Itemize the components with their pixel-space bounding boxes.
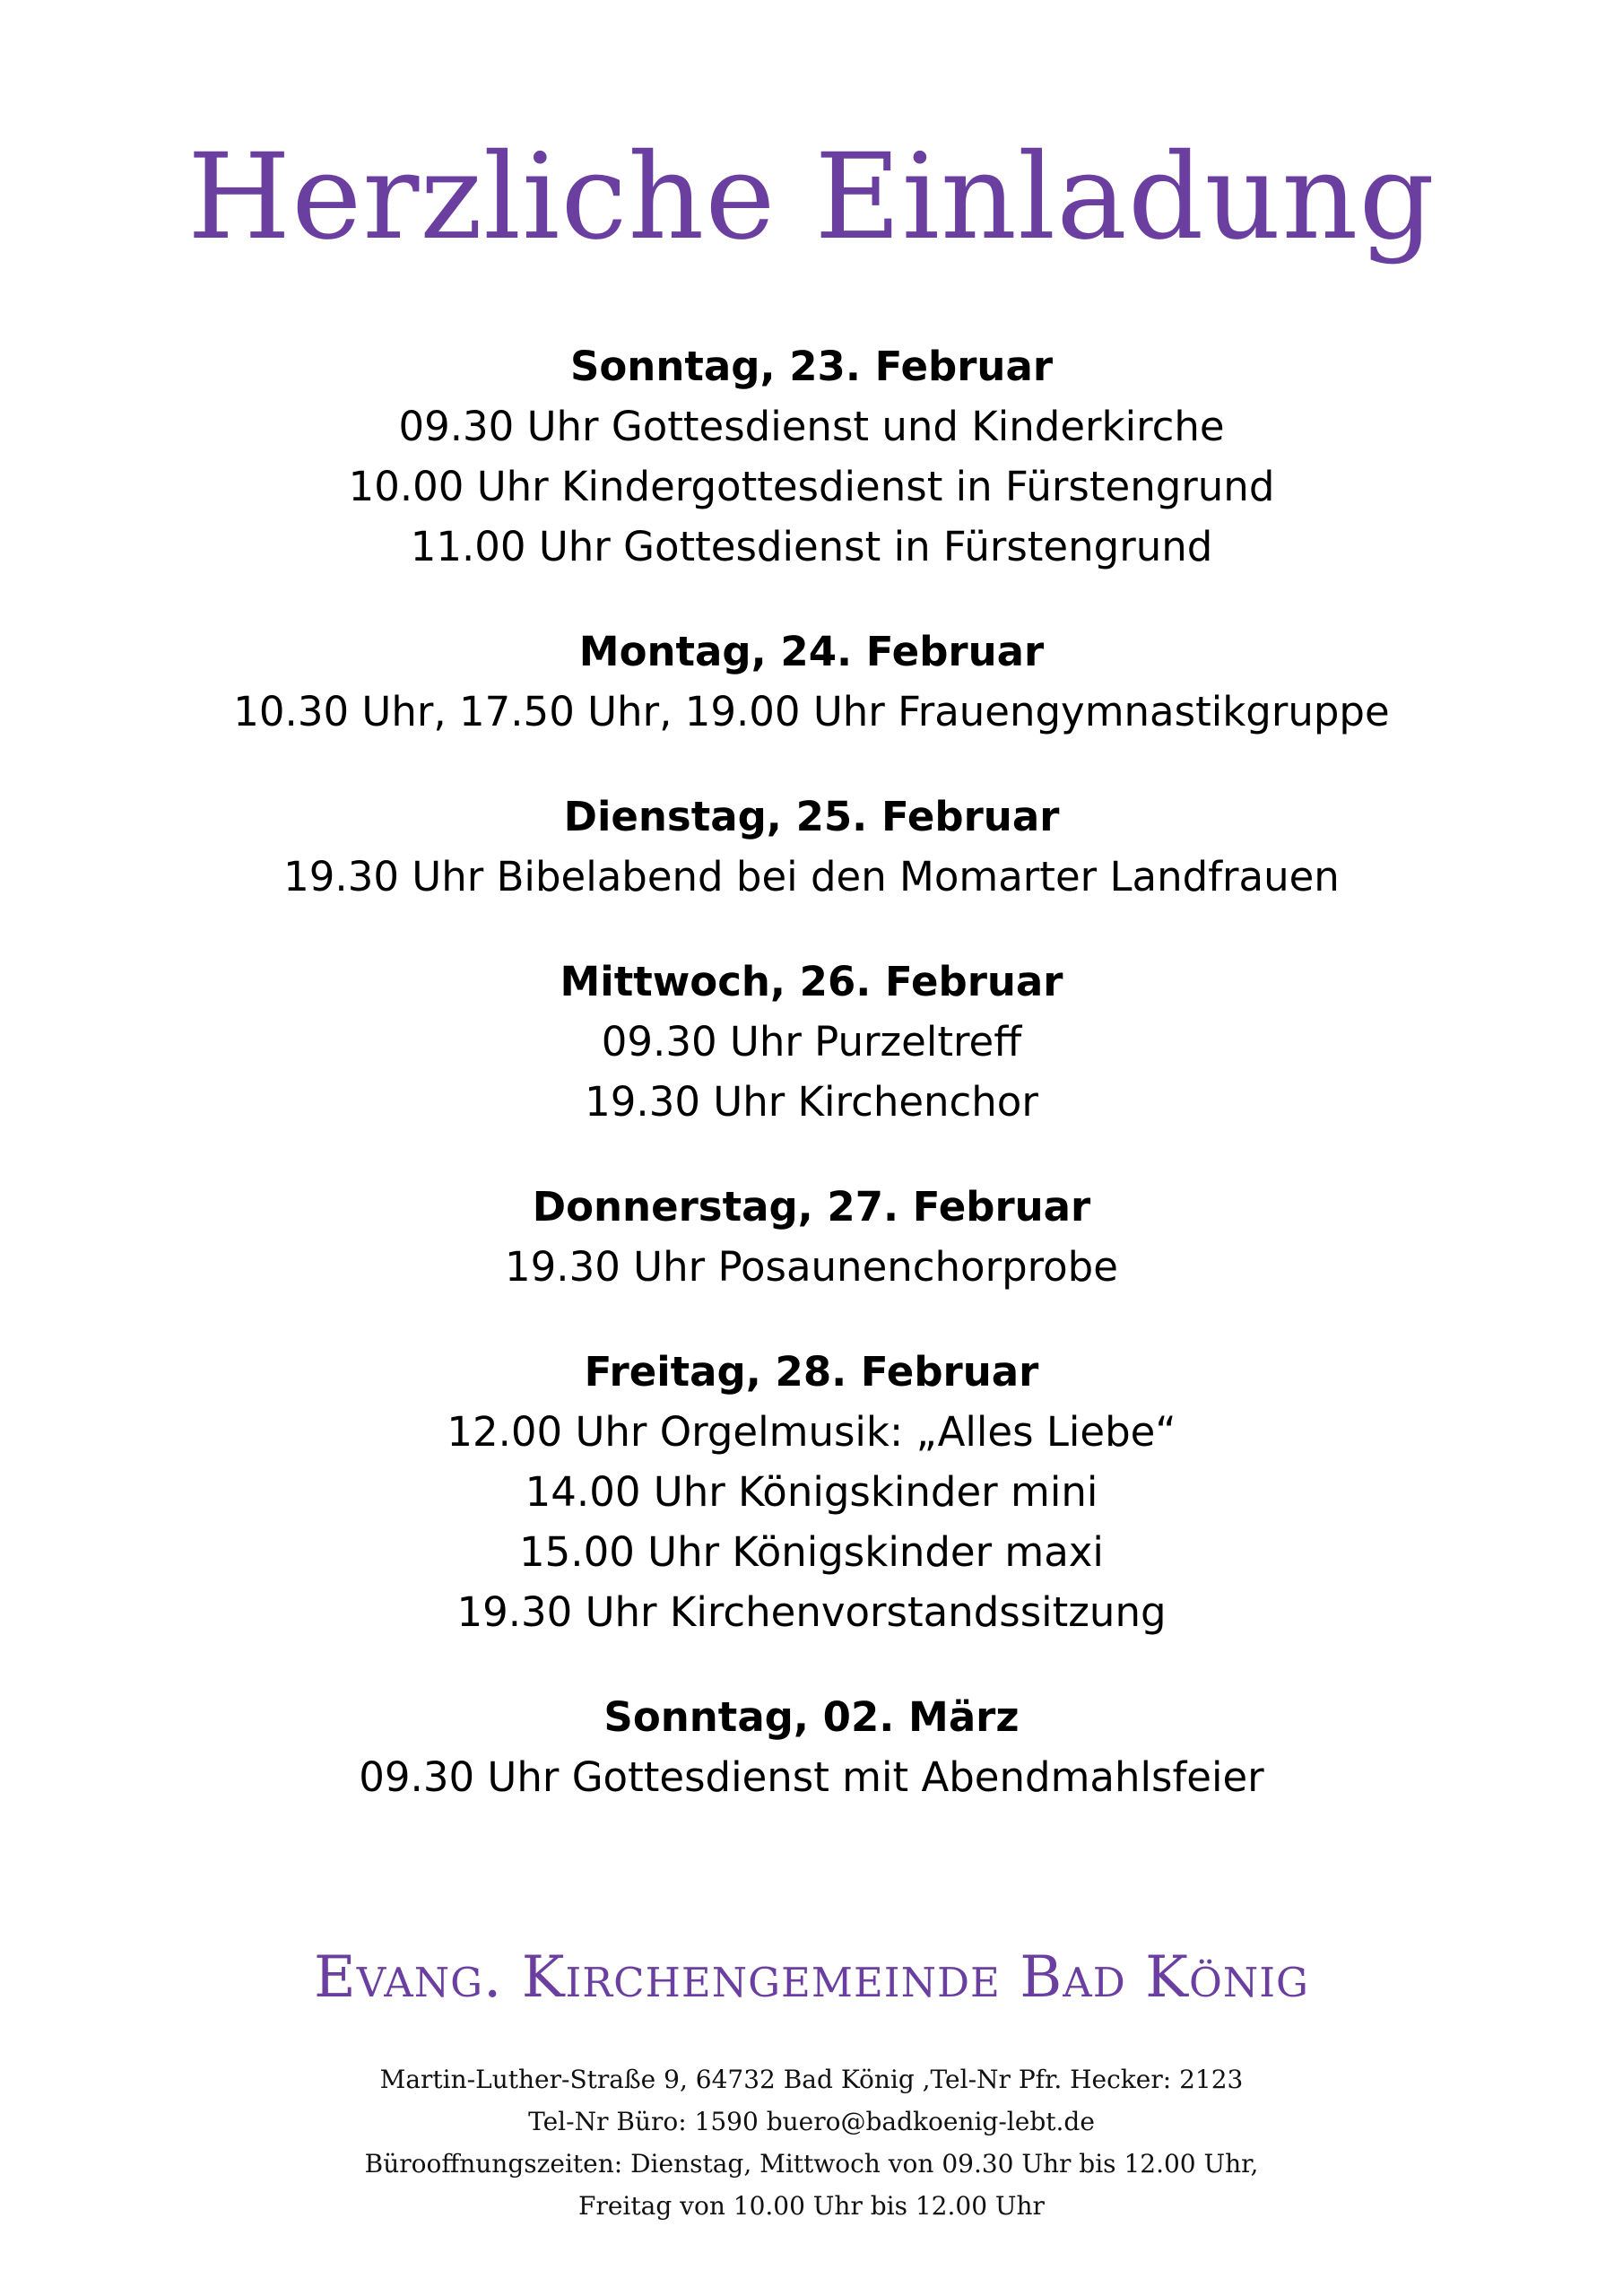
event-item: 11.00 Uhr Gottesdienst in Fürstengrund [410,523,1213,570]
contact-office-hours-friday: Freitag von 10.00 Uhr bis 12.00 Uhr [578,2191,1045,2221]
day-heading: Dienstag, 25. Februar [563,793,1060,840]
page-title: Herzliche Einladung [187,128,1436,266]
day-heading: Sonntag, 23. Februar [569,343,1054,390]
day-heading: Freitag, 28. Februar [584,1348,1039,1396]
event-item: 09.30 Uhr Gottesdienst mit Abendmahlsfeier [359,1753,1264,1801]
day-heading: Mittwoch, 26. Februar [560,958,1063,1005]
day-block [0,1687,1623,1807]
day-block [0,336,1623,577]
contact-office-phone-email: Tel-Nr Büro: 1590 buero@badkoenig-lebt.de [528,2107,1095,2136]
event-item: 15.00 Uhr Königskinder maxi [519,1528,1104,1576]
event-item: 19.30 Uhr Kirchenchor [585,1078,1038,1126]
event-item: 10.30 Uhr, 17.50 Uhr, 19.00 Uhr Frauengymnastikgruppe [233,688,1390,735]
day-block [0,1177,1623,1297]
event-item: 19.30 Uhr Kirchenvorstandssitzung [456,1588,1167,1636]
event-item: 10.00 Uhr Kindergottesdienst in Fürstengrund [348,463,1275,510]
contact-address: Martin-Luther-Straße 9, 64732 Bad König ,Tel-Nr Pfr. Hecker: 2123 [379,2065,1244,2094]
event-item: 19.30 Uhr Posaunenchorprobe [505,1243,1118,1291]
event-item: 09.30 Uhr Gottesdienst und Kinderkirche [398,403,1225,450]
day-heading: Sonntag, 02. März [603,1693,1020,1741]
event-schedule [0,336,1623,1852]
contact-info [0,2058,1623,2227]
event-item: 14.00 Uhr Königskinder mini [525,1468,1098,1516]
day-block [0,952,1623,1132]
day-heading: Donnerstag, 27. Februar [532,1183,1091,1231]
day-heading: Montag, 24. Februar [578,628,1045,675]
event-item: 09.30 Uhr Purzeltreff [601,1018,1022,1065]
day-block [0,787,1623,907]
event-item: 12.00 Uhr Orgelmusik: „Alles Liebe“ [447,1408,1176,1456]
organization-name: Evang. Kirchengemeinde Bad König [314,1944,1309,2011]
day-block [0,1342,1623,1642]
day-block [0,622,1623,742]
contact-office-hours: Bürooffnungszeiten: Dienstag, Mittwoch von 09.30 Uhr bis 12.00 Uhr, [364,2149,1259,2179]
event-item: 19.30 Uhr Bibelabend bei den Momarter Landfrauen [283,853,1340,900]
